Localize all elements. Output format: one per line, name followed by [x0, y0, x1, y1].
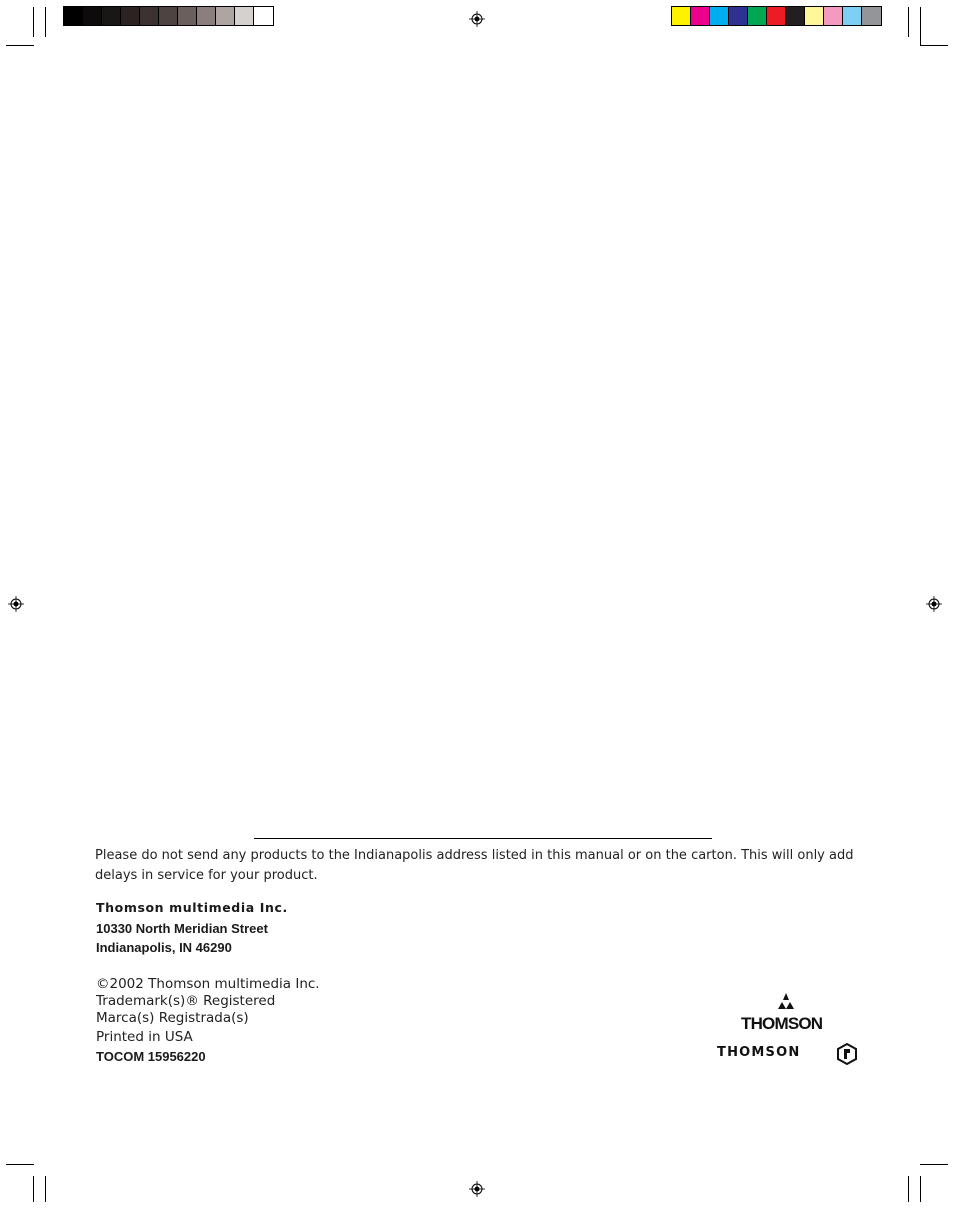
crop-mark — [920, 45, 948, 46]
color-swatch — [748, 7, 767, 25]
crop-mark — [6, 1164, 34, 1165]
registration-mark-icon — [469, 1181, 485, 1197]
color-swatch — [672, 7, 691, 25]
color-swatch — [216, 7, 235, 25]
color-swatch — [254, 7, 273, 25]
printed-line: Printed in USA — [96, 1029, 193, 1045]
color-swatch — [843, 7, 862, 25]
thomson-logo-primary: THOMSON — [741, 1014, 823, 1033]
thomson-hexagon-logo-icon — [836, 1043, 858, 1065]
color-swatch — [121, 7, 140, 25]
part-number: TOCOM 15956220 — [96, 1049, 206, 1064]
color-swatch — [767, 7, 786, 25]
color-swatch — [102, 7, 121, 25]
copyright-line: ©2002 Thomson multimedia Inc. — [96, 976, 320, 992]
registration-mark-icon — [469, 11, 485, 27]
crop-mark — [33, 1176, 34, 1202]
crop-mark — [908, 7, 909, 37]
registration-mark-icon — [926, 596, 942, 612]
crop-mark — [920, 7, 921, 45]
color-swatch — [824, 7, 843, 25]
crop-mark — [6, 45, 34, 46]
color-swatch — [83, 7, 102, 25]
color-swatch — [235, 7, 254, 25]
thomson-logo-secondary: THOMSON — [717, 1045, 801, 1060]
color-swatch — [178, 7, 197, 25]
crop-mark — [45, 7, 46, 37]
shipping-notice: Please do not send any products to the Indianapolis address listed in this manual or on the carton. This will only add delays in service for your product. — [95, 848, 854, 883]
color-swatch — [197, 7, 216, 25]
color-swatch — [64, 7, 83, 25]
company-street: 10330 North Meridian Street — [96, 921, 268, 936]
crop-mark — [908, 1176, 909, 1202]
grayscale-color-bar — [63, 6, 274, 26]
color-swatch — [710, 7, 729, 25]
crop-mark — [45, 1176, 46, 1202]
color-swatch — [691, 7, 710, 25]
crop-mark — [920, 1176, 921, 1202]
notice-divider — [254, 838, 712, 839]
color-swatch — [786, 7, 805, 25]
company-city: Indianapolis, IN 46290 — [96, 940, 232, 955]
process-color-bar — [671, 6, 882, 26]
color-swatch — [159, 7, 178, 25]
marca-line: Marca(s) Registrada(s) — [96, 1010, 249, 1026]
company-name: Thomson multimedia Inc. — [96, 900, 288, 915]
crop-mark — [920, 1164, 948, 1165]
color-swatch — [729, 7, 748, 25]
registration-mark-icon — [8, 596, 24, 612]
trademark-line: Trademark(s)® Registered — [96, 993, 276, 1009]
color-swatch — [805, 7, 824, 25]
color-swatch — [862, 7, 881, 25]
thomson-triangle-logo-icon — [776, 992, 796, 1012]
crop-mark — [33, 7, 34, 37]
color-swatch — [140, 7, 159, 25]
